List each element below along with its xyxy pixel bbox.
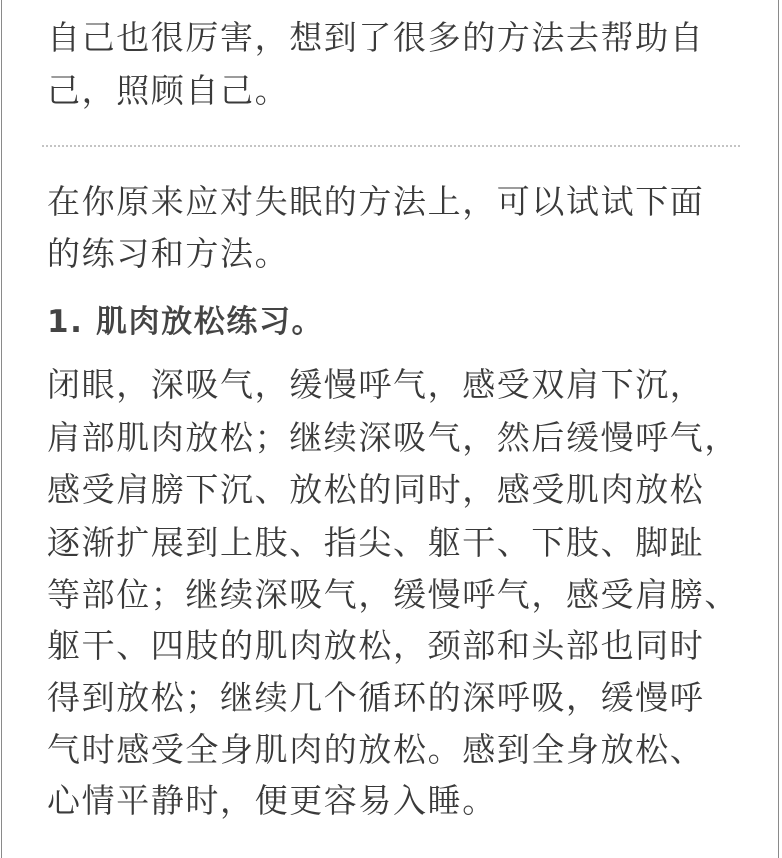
text-line: 气时感受全身肌肉的放松。感到全身放松、 xyxy=(47,730,705,769)
text-line: 自己也很厉害，想到了很多的方法去帮助自 xyxy=(47,18,705,57)
text-line: 闭眼，深吸气，缓慢呼气，感受双肩下沉， xyxy=(47,365,705,404)
text-line: 己，照顾自己。 xyxy=(47,71,290,110)
text-line: 在你原来应对失眠的方法上，可以试试下面 xyxy=(47,182,705,221)
text-line: 感受肩膀下沉、放松的同时，感受肌肉放松 xyxy=(47,470,705,509)
section-heading: 1. 肌肉放松练习。 xyxy=(47,304,325,340)
text-line: 得到放松；继续几个循环的深呼吸，缓慢呼 xyxy=(47,678,705,717)
text-line: 的练习和方法。 xyxy=(47,234,290,273)
dotted-divider xyxy=(42,145,740,147)
text-line: 心情平静时，便更容易入睡。 xyxy=(47,781,497,820)
text-line: 肩部肌肉放松；继续深吸气，然后缓慢呼气， xyxy=(47,418,739,457)
text-line: 躯干、四肢的肌肉放松，颈部和头部也同时 xyxy=(47,626,705,665)
text-line: 逐渐扩展到上肢、指尖、躯干、下肢、脚趾 xyxy=(47,523,705,562)
text-line: 等部位；继续深吸气，缓慢呼气，感受肩膀、 xyxy=(47,575,739,614)
